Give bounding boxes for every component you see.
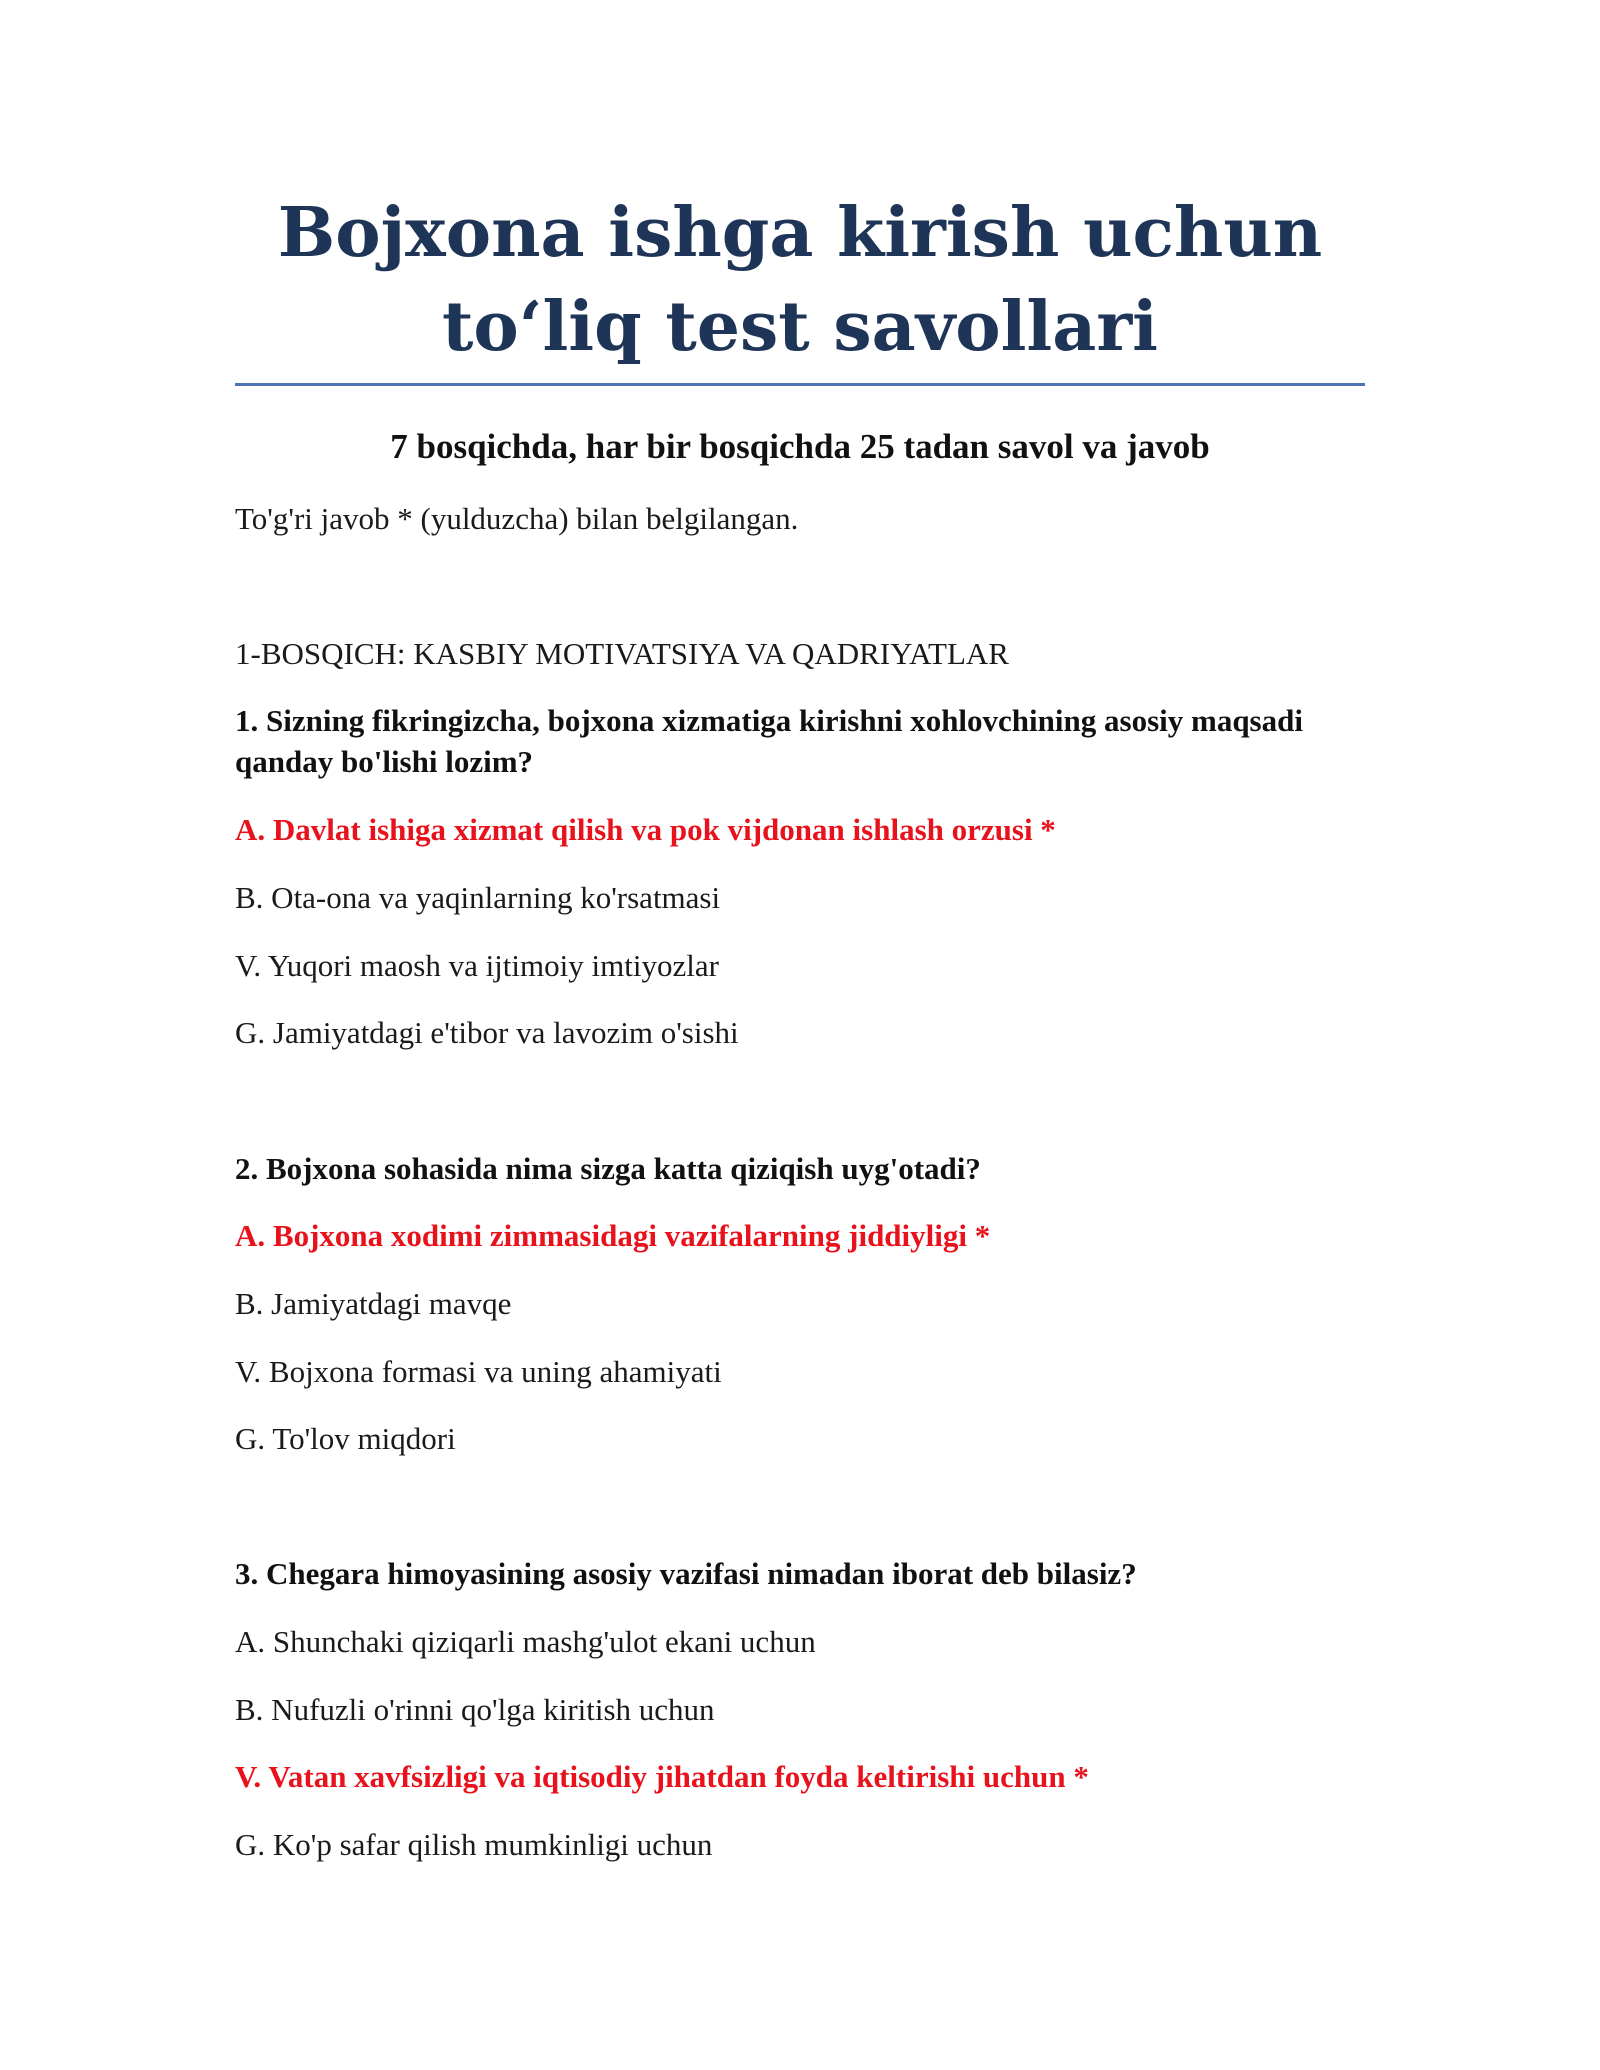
question-1-option-a: A. Davlat ishiga xizmat qilish va pok vijdonan ishlash orzusi * [235, 812, 1056, 847]
section-heading: 1-BOSQICH: KASBIY MOTIVATSIYA VA QADRIYATLAR [235, 636, 1009, 671]
question-3-option-b: B. Nufuzli o'rinni qo'lga kiritish uchun [235, 1692, 715, 1727]
question-2-option-g: G. To'lov miqdori [235, 1421, 456, 1456]
question-2-option-b: B. Jamiyatdagi mavqe [235, 1286, 512, 1321]
question-3-option-v: V. Vatan xavfsizligi va iqtisodiy jihatdan foyda keltirishi uchun * [235, 1759, 1089, 1794]
answer-key-note: To'g'ri javob * (yulduzcha) bilan belgilangan. [235, 501, 799, 536]
question-1-option-g: G. Jamiyatdagi e'tibor va lavozim o'sishi [235, 1015, 739, 1050]
document-subtitle: 7 bosqichda, har bir bosqichda 25 tadan savol va javob [390, 427, 1210, 466]
question-2-option-v: V. Bojxona formasi va uning ahamiyati [235, 1354, 722, 1389]
question-3-option-a: A. Shunchaki qiziqarli mashg'ulot ekani uchun [235, 1624, 816, 1659]
question-1: 1. Sizning fikringizcha, bojxona xizmatiga kirishni xohlovchining asosiy maqsadi qanday bo'lishi lozim? [235, 703, 1303, 779]
title-divider [235, 383, 1365, 386]
question-2-option-a: A. Bojxona xodimi zimmasidagi vazifalarning jiddiyligi * [235, 1218, 991, 1253]
question-3: 3. Chegara himoyasining asosiy vazifasi nimadan iborat deb bilasiz? [235, 1556, 1137, 1591]
document-title: Bojxona ishga kirish uchun to‘liq test savollari [277, 193, 1323, 367]
question-1-option-b: B. Ota-ona va yaqinlarning ko'rsatmasi [235, 880, 721, 915]
question-1-option-v: V. Yuqori maosh va ijtimoiy imtiyozlar [235, 948, 719, 983]
question-3-option-g: G. Ko'p safar qilish mumkinligi uchun [235, 1827, 713, 1862]
question-2: 2. Bojxona sohasida nima sizga katta qiziqish uyg'otadi? [235, 1151, 981, 1186]
